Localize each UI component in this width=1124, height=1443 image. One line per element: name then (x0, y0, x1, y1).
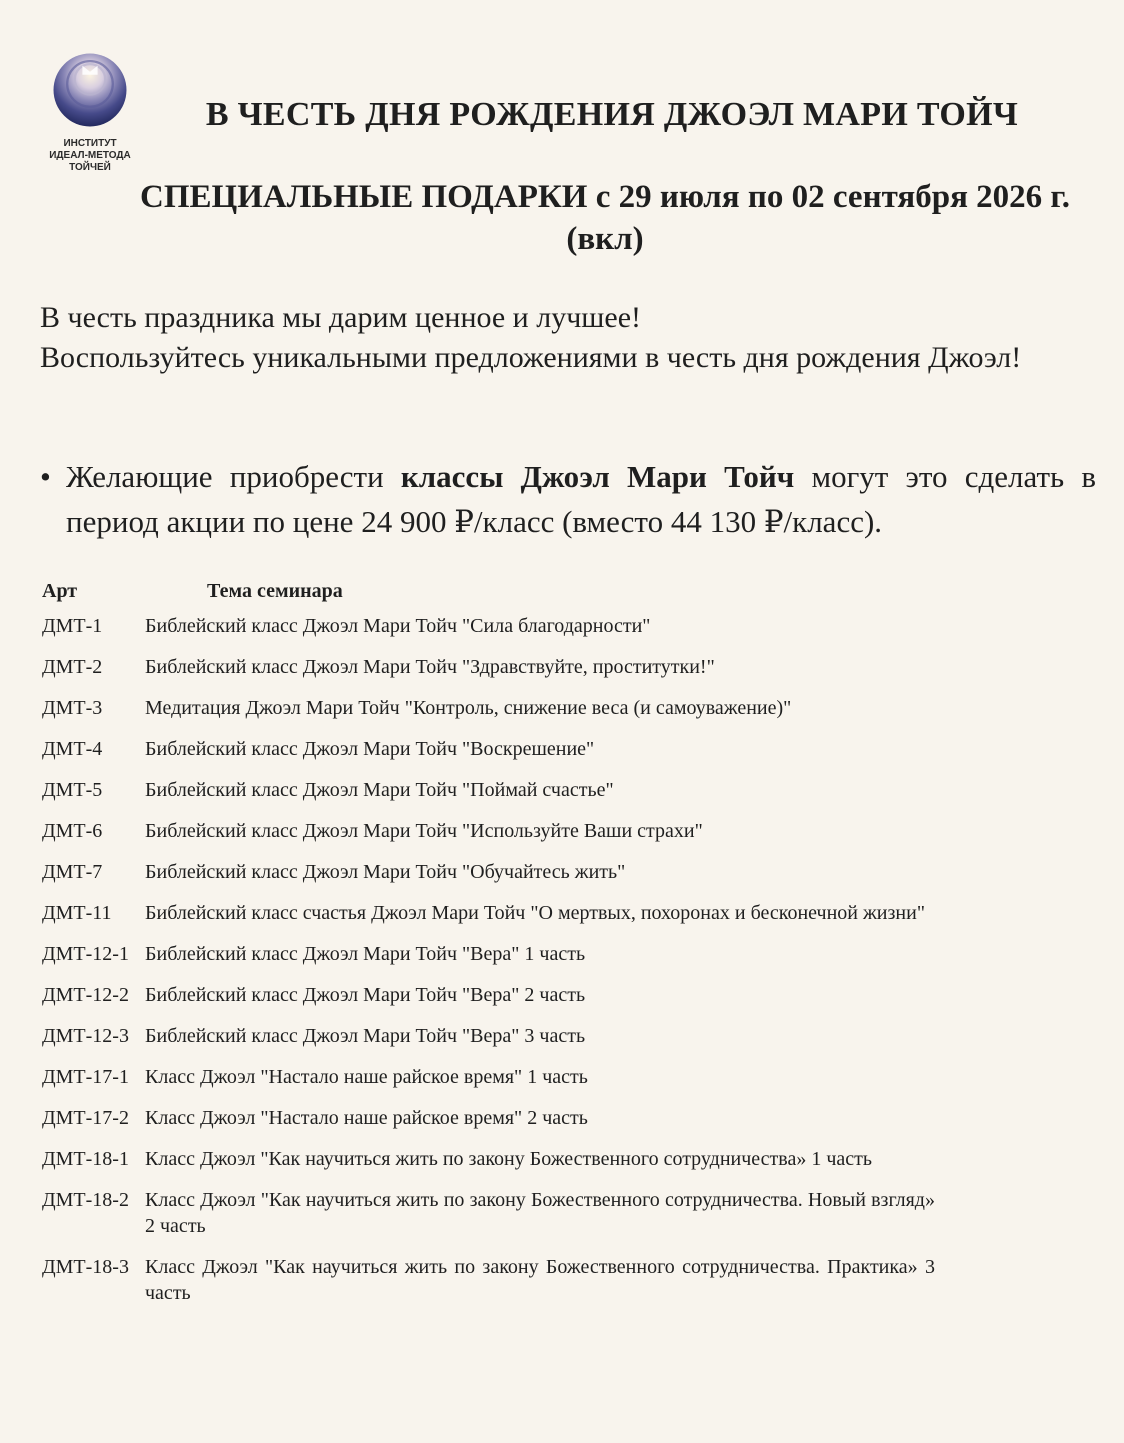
offer-highlight: классы Джоэл Мари Тойч (400, 459, 795, 494)
row-topic: Класс Джоэл "Как научиться жить по закону Божественного сотрудничества» 1 часть (145, 1148, 873, 1170)
row-art: ДМТ-12-2 (42, 984, 129, 1006)
row-topic: Библейский класс Джоэл Мари Тойч "Вера" 3 часть (145, 1025, 586, 1047)
table-row (42, 1146, 942, 1172)
offer-text: Желающие приобрести классы Джоэл Мари Тойч могут это сделать в период акции по цене 24 900 ₽/класс (вместо 44 130 ₽/класс). (66, 459, 1096, 539)
row-art: ДМТ-18-2 (42, 1189, 129, 1211)
table-row (42, 1105, 942, 1131)
table-row (42, 777, 942, 803)
page-title: В ЧЕСТЬ ДНЯ РОЖДЕНИЯ ДЖОЭЛ МАРИ ТОЙЧ (205, 96, 1019, 133)
subtitle-inclusive: (вкл) (566, 221, 644, 257)
row-topic: Медитация Джоэл Мари Тойч "Контроль, снижение веса (и самоуважение)" (145, 697, 792, 719)
row-topic: Класс Джоэл "Настало наше райское время" 1 часть (145, 1066, 588, 1088)
table-row (42, 1023, 942, 1049)
table-row (42, 654, 942, 680)
table-row (42, 900, 942, 926)
offer-bullet (40, 454, 1096, 544)
row-topic: Библейский класс счастья Джоэл Мари Тойч "О мертвых, похоронах и бесконечной жизни" (145, 902, 925, 924)
row-art: ДМТ-11 (42, 902, 112, 924)
table-row (42, 1064, 942, 1090)
row-topic: Класс Джоэл "Как научиться жить по закону Божественного сотрудничества. Новый взгляд» 2 часть (145, 1189, 935, 1237)
row-art: ДМТ-6 (42, 820, 103, 842)
intro-line-1: В честь праздника мы дарим ценное и лучшее! (40, 301, 642, 334)
table-header (42, 580, 942, 603)
row-topic: Библейский класс Джоэл Мари Тойч "Сила благодарности" (145, 615, 651, 637)
row-art: ДМТ-18-3 (42, 1256, 129, 1278)
row-art: ДМТ-3 (42, 697, 103, 719)
row-topic: Класс Джоэл "Настало наше райское время" 2 часть (145, 1107, 588, 1129)
subtitle-dates: СПЕЦИАЛЬНЫЕ ПОДАРКИ с 29 июля по 02 сентября 2026 г. (140, 179, 1070, 215)
seminar-table (42, 580, 942, 1321)
table-row (42, 1187, 942, 1239)
intro-line-2: Воспользуйтесь уникальными предложениями в честь дня рождения Джоэл! (40, 341, 1022, 374)
page-subtitle (110, 176, 1100, 260)
logo-emblem-icon (52, 52, 128, 128)
table-row (42, 818, 942, 844)
row-topic: Библейский класс Джоэл Мари Тойч "Используйте Ваши страхи" (145, 820, 703, 842)
cut-off-text (60, 1396, 70, 1443)
row-art: ДМТ-4 (42, 738, 103, 760)
institute-logo (40, 52, 140, 174)
row-topic: Библейский класс Джоэл Мари Тойч "Обучайтесь жить" (145, 861, 626, 883)
row-art: ДМТ-18-1 (42, 1148, 129, 1170)
table-row (42, 859, 942, 885)
bullet-dot-icon: • (40, 459, 51, 494)
row-art: ДМТ-1 (42, 615, 103, 637)
row-topic: Библейский класс Джоэл Мари Тойч "Воскрешение" (145, 738, 595, 760)
row-art: ДМТ-7 (42, 861, 103, 883)
intro-text (40, 298, 1096, 378)
row-art: ДМТ-12-1 (42, 943, 129, 965)
row-topic: Библейский класс Джоэл Мари Тойч "Вера" 2 часть (145, 984, 586, 1006)
row-topic: Класс Джоэл "Как научиться жить по закону Божественного сотрудничества. Практика» 3 часть (145, 1256, 935, 1304)
table-row (42, 736, 942, 762)
row-topic: Библейский класс Джоэл Мари Тойч "Здравствуйте, проститутки!" (145, 656, 715, 678)
row-art: ДМТ-17-2 (42, 1107, 129, 1129)
row-art: ДМТ-2 (42, 656, 103, 678)
row-topic: Библейский класс Джоэл Мари Тойч "Поймай счастье" (145, 779, 614, 801)
header-art: Арт (42, 580, 78, 602)
table-body (42, 613, 942, 1306)
row-art: ДМТ-12-3 (42, 1025, 129, 1047)
table-row (42, 941, 942, 967)
row-art: ДМТ-5 (42, 779, 103, 801)
row-art: ДМТ-17-1 (42, 1066, 129, 1088)
header-topic: Тема семинара (207, 580, 343, 602)
table-row (42, 982, 942, 1008)
table-row (42, 613, 942, 639)
logo-caption: ИНСТИТУТ ИДЕАЛ-МЕТОДА ТОЙЧЕЙ (49, 138, 131, 173)
table-row (42, 1254, 942, 1306)
row-topic: Библейский класс Джоэл Мари Тойч "Вера" 1 часть (145, 943, 586, 965)
table-row (42, 695, 942, 721)
